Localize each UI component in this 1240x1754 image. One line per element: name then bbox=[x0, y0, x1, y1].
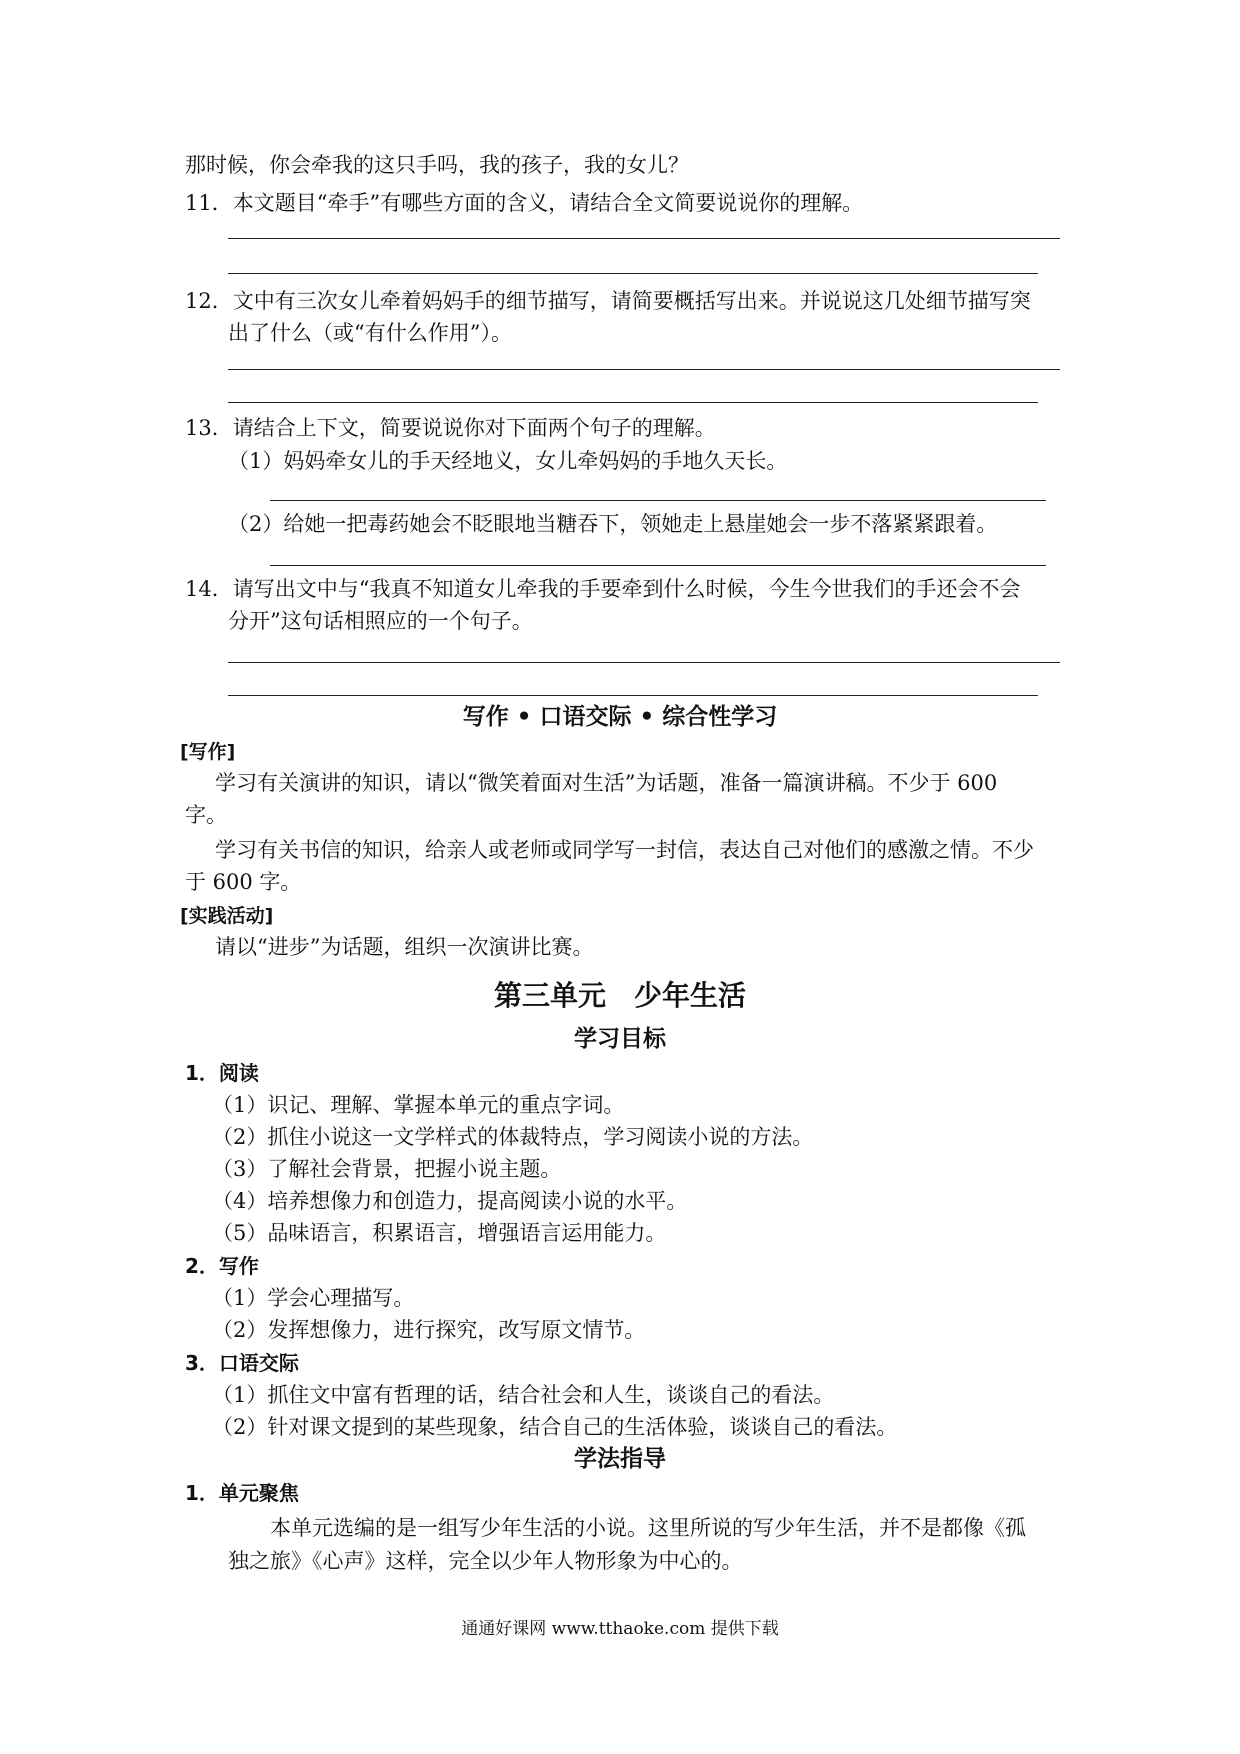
question-intro-text: 那时候，你会牵我的这只手吗，我的孩子，我的女儿？ bbox=[185, 153, 689, 177]
writing-paragraph-1-line-2: 字。 bbox=[185, 803, 227, 827]
goal-2-item: （1）学会心理描写。 bbox=[212, 1286, 415, 1310]
writing-paragraph-1-line-1: 学习有关演讲的知识，请以“微笑着面对生活”为话题，准备一篇演讲稿。不少于 600 bbox=[215, 771, 998, 795]
method-1-paragraph-line-2: 独之旅》《心声》这样，完全以少年人物形象为中心的。 bbox=[228, 1549, 743, 1573]
goal-3-title: 3．口语交际 bbox=[185, 1351, 299, 1375]
goal-1-item: （3）了解社会背景，把握小说主题。 bbox=[212, 1157, 562, 1181]
question-14-line-1: 14．请写出文中与“我真不知道女儿牵我的手要牵到什么时候，今生今世我们的手还会不会 bbox=[185, 577, 1021, 601]
method-1-title: 1．单元聚焦 bbox=[185, 1481, 299, 1505]
page-footer: 通通好课网 www.tthaoke.com 提供下载 bbox=[461, 1619, 779, 1639]
question-12-line-2: 出了什么（或“有什么作用”）。 bbox=[228, 321, 512, 345]
goal-2-title: 2．写作 bbox=[185, 1254, 259, 1278]
question-12-line-1: 12．文中有三次女儿牵着妈妈手的细节描写，请简要概括写出来。并说说这几处细节描写突 bbox=[185, 289, 1031, 313]
section-title-writing: 写作 • 口语交际 • 综合性学习 bbox=[462, 704, 778, 730]
goal-3-item: （1）抓住文中富有哲理的话，结合社会和人生，谈谈自己的看法。 bbox=[212, 1383, 835, 1407]
goal-1-item: （5）品味语言，积累语言，增强语言运用能力。 bbox=[212, 1221, 667, 1245]
answer-line bbox=[228, 238, 1060, 239]
question-13: 13．请结合上下文，简要说说你对下面两个句子的理解。 bbox=[185, 416, 716, 440]
method-title: 学法指导 bbox=[574, 1446, 666, 1472]
question-13-part-2: （2）给她一把毒药她会不眨眼地当糖吞下，领她走上悬崖她会一步不落紧紧跟着。 bbox=[228, 512, 998, 536]
unit-title: 第三单元 少年生活 bbox=[493, 979, 746, 1012]
question-14-line-2: 分开”这句话相照应的一个句子。 bbox=[228, 609, 533, 633]
question-13-part-1: （1）妈妈牵女儿的手天经地义，女儿牵妈妈的手地久天长。 bbox=[228, 449, 788, 473]
writing-paragraph-2-line-2: 于 600 字。 bbox=[185, 870, 302, 894]
goal-2-item: （2）发挥想像力，进行探究，改写原文情节。 bbox=[212, 1318, 646, 1342]
question-11: 11．本文题目“牵手”有哪些方面的含义，请结合全文简要说说你的理解。 bbox=[185, 191, 864, 215]
answer-line bbox=[228, 273, 1038, 274]
answer-line bbox=[270, 500, 1046, 501]
goal-3-item: （2）针对课文提到的某些现象，结合自己的生活体验，谈谈自己的看法。 bbox=[212, 1415, 898, 1439]
answer-line bbox=[228, 369, 1060, 370]
answer-line bbox=[228, 662, 1060, 663]
goal-1-item: （2）抓住小说这一文学样式的体裁特点，学习阅读小说的方法。 bbox=[212, 1125, 814, 1149]
goal-1-item: （1）识记、理解、掌握本单元的重点字词。 bbox=[212, 1093, 625, 1117]
writing-label: [写作] bbox=[180, 741, 236, 763]
writing-paragraph-2-line-1: 学习有关书信的知识，给亲人或老师或同学写一封信，表达自己对他们的感激之情。不少 bbox=[215, 838, 1034, 862]
practice-label: [实践活动] bbox=[180, 905, 274, 927]
answer-line bbox=[228, 402, 1038, 403]
goal-1-title: 1．阅读 bbox=[185, 1061, 259, 1085]
answer-line bbox=[270, 565, 1046, 566]
goal-1-item: （4）培养想像力和创造力，提高阅读小说的水平。 bbox=[212, 1189, 688, 1213]
practice-text: 请以“进步”为话题，组织一次演讲比赛。 bbox=[215, 935, 594, 959]
method-1-paragraph-line-1: 本单元选编的是一组写少年生活的小说。这里所说的写少年生活，并不是都像《孤 bbox=[270, 1516, 1026, 1540]
goals-title: 学习目标 bbox=[574, 1026, 666, 1052]
answer-line bbox=[228, 695, 1038, 696]
